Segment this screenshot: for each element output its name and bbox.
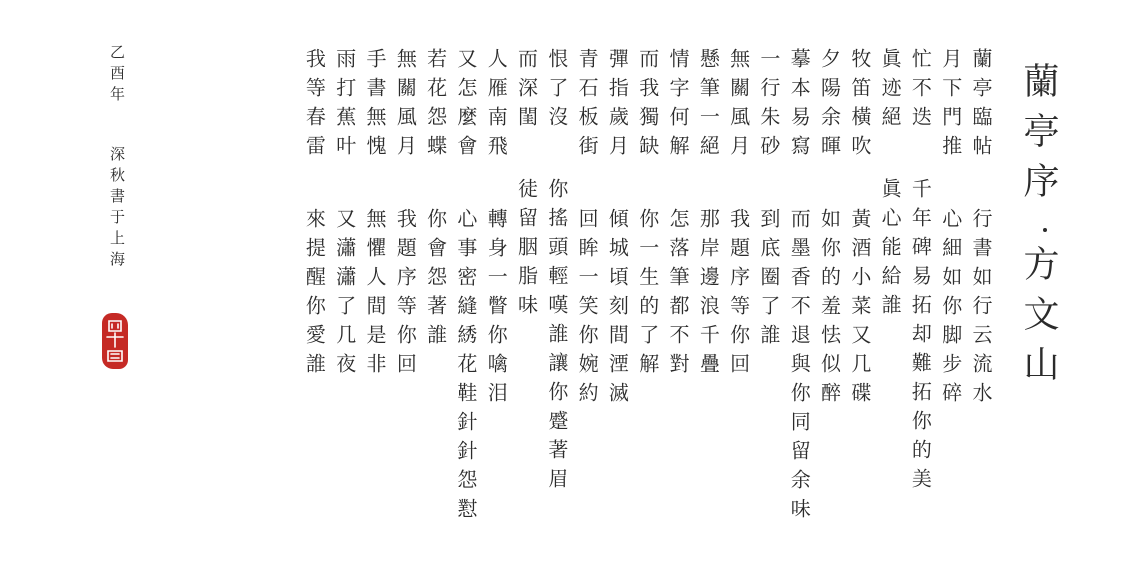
poem-line-top: 夕陽余暉 — [817, 48, 842, 164]
poem-line-bottom: 怎落筆都不對 — [666, 208, 690, 382]
poem-line-bottom: 如你的羞怯似醉 — [817, 208, 842, 411]
colophon-note: 深秋書于上海 — [108, 146, 126, 272]
poem-line-bottom: 無懼人間是非 — [363, 208, 387, 382]
poem-line-bottom: 那岸邊浪千疊 — [696, 208, 721, 382]
poem-line-top: 彈指歲月 — [605, 48, 630, 164]
poem-line-bottom: 而墨香不退與你同留余味 — [787, 208, 812, 527]
title-separator-dot — [1043, 228, 1047, 232]
poem-line-bottom: 傾城頃刻間湮滅 — [605, 208, 630, 411]
poem-author: 方文山 — [1018, 245, 1059, 395]
poem-line-bottom: 千年碑易拓却難拓你的美 — [908, 178, 933, 497]
poem-line-bottom: 又瀟瀟了几夜 — [332, 208, 357, 382]
poem-line-top: 雨打蕉叶 — [332, 48, 357, 164]
artist-seal — [102, 313, 128, 369]
poem-line-top: 無關風月 — [726, 48, 751, 164]
poem-line-top: 而我獨缺 — [635, 48, 660, 164]
poem-line-bottom: 行書如行云流水 — [969, 208, 993, 411]
poem-line-bottom: 我題序等你回 — [726, 208, 751, 382]
poem-line-bottom: 來提醒你愛誰 — [302, 208, 327, 382]
poem-line-bottom: 眞心能給誰 — [878, 178, 903, 323]
poem-line-top: 一行朱砂 — [756, 48, 781, 164]
poem-line-bottom: 我題序等你回 — [393, 208, 418, 382]
poem-line-top: 情字何解 — [666, 48, 690, 164]
poem-line-top: 青石板街 — [575, 48, 600, 164]
poem-line-top: 手書無愧 — [363, 48, 387, 164]
poem-line-top: 牧笛橫吹 — [847, 48, 872, 164]
poem-line-bottom: 回眸一笑你婉約 — [575, 208, 600, 411]
poem-line-bottom: 你會怨著誰 — [423, 208, 448, 353]
poem-line-top: 無關風月 — [393, 48, 418, 164]
poem-line-bottom: 徒留胭脂味 — [514, 178, 539, 323]
poem-line-top: 而深閨 — [514, 48, 539, 135]
poem-line-top: 人雁南飛 — [484, 48, 509, 164]
poem-line-bottom: 你搖頭輕嘆誰讓你蹙著眉 — [544, 178, 569, 497]
poem-line-bottom: 到底圈了誰 — [756, 208, 781, 353]
poem-line-bottom: 心細如你脚步碎 — [938, 208, 963, 411]
poem-line-top: 摹本易寫 — [787, 48, 812, 164]
poem-line-top: 又怎麼會 — [453, 48, 478, 164]
poem-line-top: 蘭亭臨帖 — [969, 48, 993, 164]
poem-line-top: 恨了沒 — [544, 48, 569, 135]
poem-line-bottom: 黃酒小菜又几碟 — [847, 208, 872, 411]
poem-line-bottom: 轉身一瞥你噙泪 — [484, 208, 509, 411]
poem-line-top: 若花怨蝶 — [423, 48, 448, 164]
poem-line-top: 眞迹絕 — [878, 48, 903, 135]
poem-line-top: 懸筆一絕 — [696, 48, 721, 164]
poem-line-top: 我等春雷 — [302, 48, 327, 164]
poem-line-top: 忙不迭 — [908, 48, 933, 135]
poem-line-bottom: 心事密縫綉花鞋針針怨懟 — [453, 208, 478, 527]
poem-line-top: 月下門推 — [938, 48, 963, 164]
poem-title: 蘭亭序 — [1018, 62, 1059, 212]
poem-line-bottom: 你一生的了解 — [635, 208, 660, 382]
colophon-date: 乙酉年 — [108, 44, 126, 107]
